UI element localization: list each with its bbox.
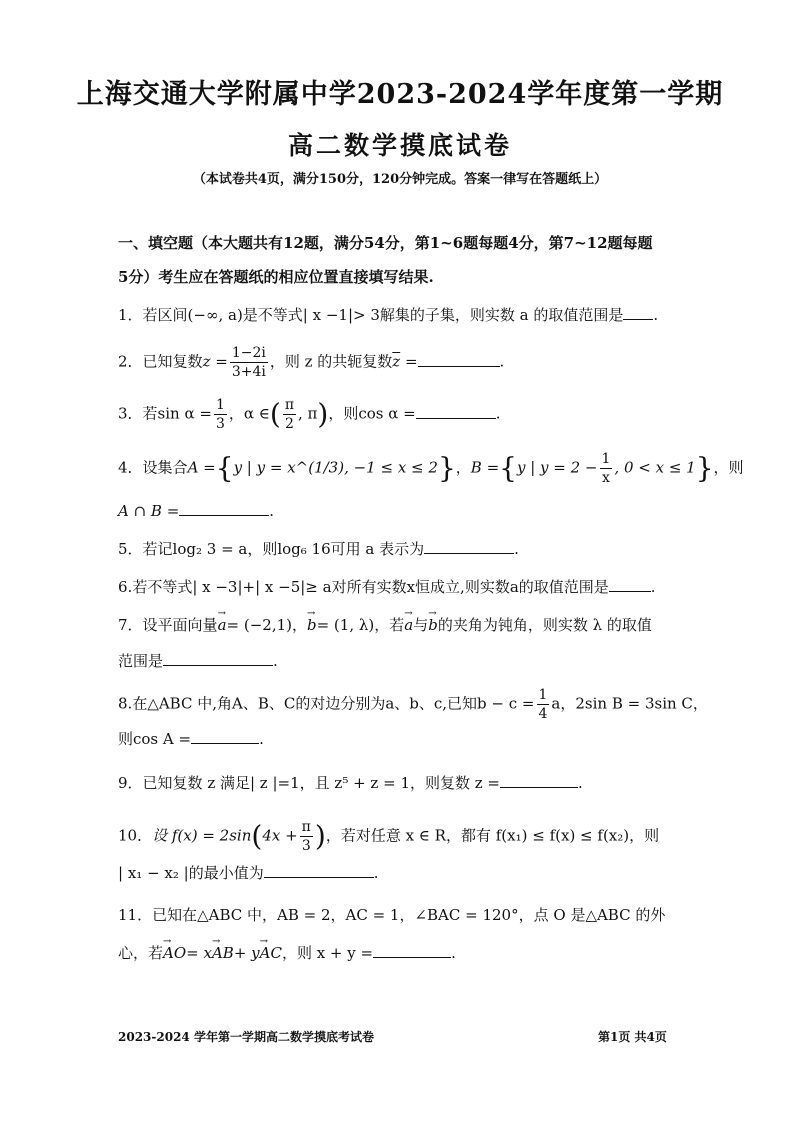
footer-page-number: 第1页 共4页 xyxy=(598,1030,667,1044)
question-11: 11．已知在△ABC 中，AB = 2，AC = 1，∠BAC = 120°，点 O 是△ABC 的外 xyxy=(118,906,666,924)
question-number: 3． xyxy=(118,404,143,423)
fraction: $\frac{1-2i}{3+4i}$ xyxy=(231,345,266,380)
vector-ac: → AC xyxy=(260,942,282,964)
answer-blank[interactable] xyxy=(163,651,273,666)
vector-ao: → AO xyxy=(163,942,186,964)
answer-blank[interactable] xyxy=(500,773,578,788)
fraction: $\frac{1}{x}$ xyxy=(601,451,611,486)
answer-blank[interactable] xyxy=(373,943,451,958)
question-number: 4． xyxy=(118,458,143,477)
question-10: 10．设 f(x) = 2sin(4x + $\frac{\pi}{3}$ )，若对任意 x ∈ R，都有 f(x₁) ≤ f(x) ≤ f(x₂)，则 xyxy=(118,819,660,854)
question-8-line2: 则cos A = . xyxy=(118,730,264,748)
question-number: 7． xyxy=(118,616,143,634)
vector-a: → a xyxy=(218,614,227,636)
answer-blank[interactable] xyxy=(609,577,651,592)
question-number: 9． xyxy=(118,774,143,792)
section-heading-line1: 一、填空题（本大题共有12题，满分54分，第1~6题每题4分，第7~12题每题 xyxy=(118,234,653,252)
fraction: $\frac{1}{4}$ xyxy=(538,687,548,722)
question-number: 10． xyxy=(118,826,153,845)
footer-left: 2023-2024 学年第一学期高二数学摸底考试卷 xyxy=(118,1030,374,1044)
question-2: 2．已知复数z = $\frac{1-2i}{3+4i}$ ，则 z 的共轭复数$\overline{z}$ = . xyxy=(118,345,505,380)
section-heading xyxy=(118,226,718,294)
answer-blank[interactable] xyxy=(264,863,374,878)
fraction: $\frac{\pi}{2}$ xyxy=(284,397,295,432)
answer-blank[interactable] xyxy=(191,729,259,744)
question-text: 若区间(−∞, a)是不等式| x −1|> 3解集的子集，则实数 a 的取值范围是 xyxy=(142,306,624,324)
exam-subtitle: 高二数学摸底试卷 xyxy=(287,131,512,160)
question-number: 1． xyxy=(118,306,143,324)
answer-blank[interactable] xyxy=(623,305,653,320)
question-number: 2． xyxy=(118,352,143,371)
question-number: 6. xyxy=(118,578,133,596)
question-6: 6.若不等式| x −3|+| x −5|≥ a对所有实数x恒成立,则实数a的取值范围是 . xyxy=(118,578,656,596)
question-number: 8. xyxy=(118,694,133,713)
fraction: $\frac{1}{3}$ xyxy=(215,397,225,432)
question-4-line2: A ∩ B = . xyxy=(118,502,275,520)
question-number: 5． xyxy=(118,540,143,558)
question-3: 3．若sin α = $\frac{1}{3}$ ，α ∈( $\frac{\pi}{2}$ , π)，则cos α = . xyxy=(118,397,501,432)
answer-blank[interactable] xyxy=(416,404,496,419)
question-number: 11． xyxy=(118,906,153,924)
section-heading-line2: 5分）考生应在答题纸的相应位置直接填写结果. xyxy=(118,268,434,286)
question-8: 8.在△ABC 中,角A、B、C的对边分别为a、b、c,已知b − c = $\frac{1}{4}$ a，2sin B = 3sin C， xyxy=(118,687,708,722)
exam-note: （本试卷共4页，满分150分，120分钟完成。答案一律写在答题纸上） xyxy=(192,172,608,187)
question-7: 7．设平面向量→ a= (−2,1)，→ b= (1, λ)，若→ a与→ b的夹角为钝角，则实数 λ 的取值 xyxy=(118,614,718,636)
question-1: 1．若区间(−∞, a)是不等式| x −1|> 3解集的子集，则实数 a 的取值范围是 . xyxy=(118,306,659,324)
question-11-line2: 心，若→ AO= x→ AB+ y→ AC，则 x + y = . xyxy=(118,942,718,964)
vector-b: → b xyxy=(307,614,317,636)
answer-blank[interactable] xyxy=(424,539,514,554)
answer-blank[interactable] xyxy=(179,501,269,516)
fraction: $\frac{\pi}{3}$ xyxy=(301,819,311,854)
question-4: 4．设集合A ={y | y = x^(1/3), −1 ≤ x ≤ 2}，B ={y | y = 2 − $\frac{1}{x}$ , 0 < x ≤ 1}，则 xyxy=(118,451,744,486)
answer-blank[interactable] xyxy=(418,352,500,367)
question-7-line2: 范围是 . xyxy=(118,652,278,670)
question-10-line2: | x₁ − x₂ |的最小值为 . xyxy=(118,864,379,882)
vector-ab: → AB xyxy=(212,942,234,964)
question-9: 9．已知复数 z 满足| z |=1，且 z⁵ + z = 1，则复数 z = . xyxy=(118,774,583,792)
question-5: 5．若记log₂ 3 = a，则log₆ 16可用 a 表示为 . xyxy=(118,540,519,558)
exam-title: 上海交通大学附属中学2023-2024学年度第一学期 xyxy=(76,79,724,110)
